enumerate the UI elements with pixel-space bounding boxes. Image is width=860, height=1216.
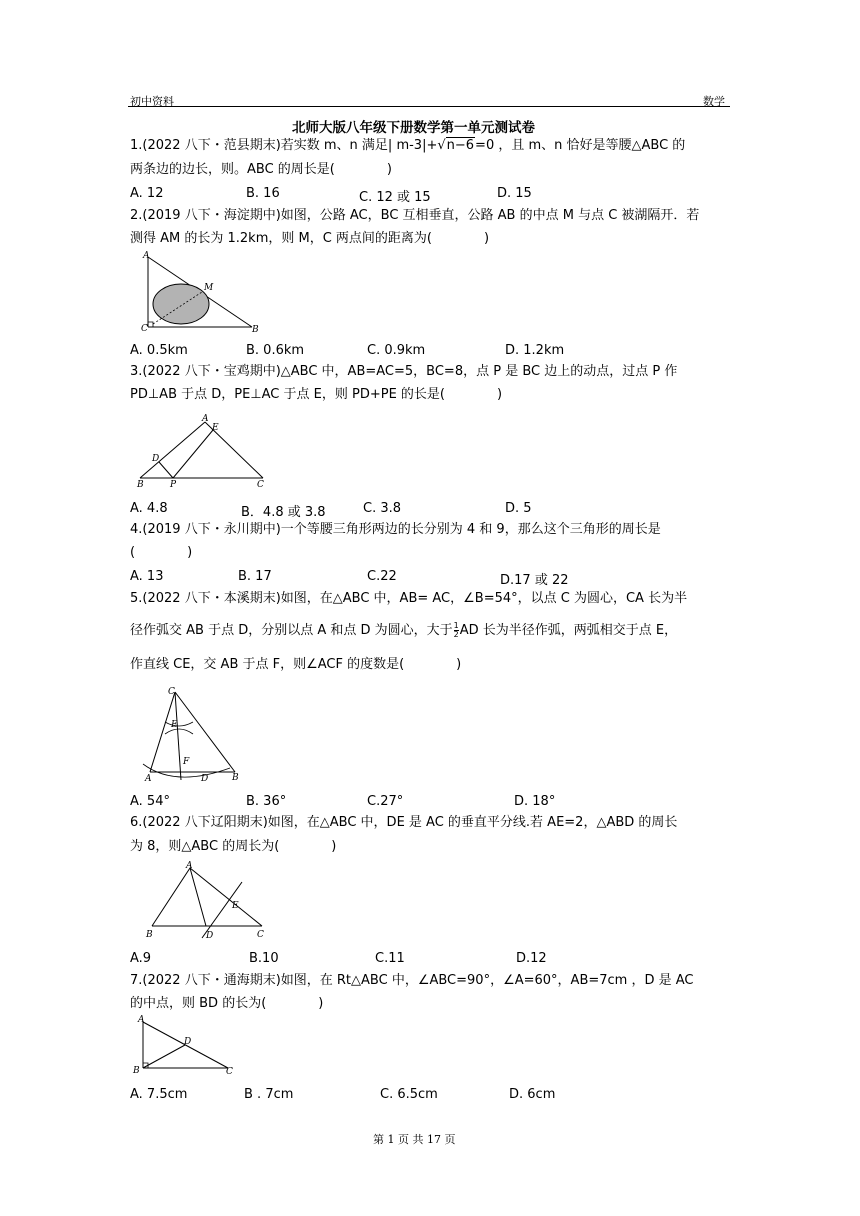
question-6-line-2: 为 8，则△ABC 的周长为( ) — [130, 839, 337, 854]
q7-label-b: B — [133, 1066, 140, 1076]
question-7-line-1: 7.(2022 八下・通海期末)如图，在 Rt△ABC 中，∠ABC=90°，∠A=60°，AB=7cm ，D 是 AC — [130, 973, 694, 988]
q3-label-a: A — [202, 414, 209, 424]
q3-option-c: C. 3.8 — [363, 501, 402, 516]
q6-label-c: C — [257, 930, 264, 940]
q2-option-d: D. 1.2km — [505, 343, 565, 358]
q6-label-e: E — [232, 901, 239, 911]
q5-label-a: A — [145, 774, 152, 784]
q3-label-p: P — [170, 480, 177, 490]
q4-option-c: C.22 — [367, 569, 397, 584]
q5-label-b: B — [232, 773, 239, 783]
q1-radicand: n−6 — [446, 138, 475, 153]
question-5-line-1: 5.(2022 八下・本溪期末)如图，在△ABC 中，AB= AC，∠B=54°，以点 C 为圆心，CA 长为半 — [130, 591, 688, 606]
q5-fraction-half: $\frac{1}{2}$ — [453, 621, 459, 639]
q6-option-c: C.11 — [375, 951, 405, 966]
page-title: 北师大版八年级下册数学第一单元测试卷 — [292, 120, 535, 136]
q5-option-b: B. 36° — [246, 794, 287, 809]
q3-option-d: D. 5 — [505, 501, 532, 516]
q1-option-a: A. 12 — [130, 186, 164, 201]
question-3-line-1: 3.(2022 八下・宝鸡期中)△ABC 中，AB=AC=5，BC=8，点 P 是 BC 边上的动点，过点 P 作 — [130, 364, 678, 379]
q2-option-c: C. 0.9km — [367, 343, 426, 358]
question-2-line-2: 测得 AM 的长为 1.2km，则 M，C 两点间的距离为( ) — [130, 231, 490, 246]
q2-label-c: C — [141, 324, 148, 334]
header-divider — [128, 106, 730, 107]
q7-label-c: C — [226, 1067, 233, 1077]
question-3-line-2: PD⊥AB 于点 D，PE⊥AC 于点 E，则 PD+PE 的长是( ) — [130, 387, 503, 402]
question-5-line-2 — [130, 622, 677, 639]
q3-label-b: B — [137, 480, 144, 490]
question-2-line-1: 2.(2019 八下・海淀期中)如图，公路 AC，BC 互相垂直，公路 AB 的中点 M 与点 C 被湖隔开．若 — [130, 208, 700, 223]
page-number-footer: 第 1 页 共 17 页 — [373, 1133, 456, 1146]
q1-radical-sign: √ — [437, 138, 446, 153]
q5-option-a: A. 54° — [130, 794, 170, 809]
q7-option-d: D. 6cm — [509, 1087, 556, 1102]
q2-option-a: A. 0.5km — [130, 343, 188, 358]
q5-label-c: C — [168, 687, 175, 697]
q7-option-c: C. 6.5cm — [380, 1087, 438, 1102]
q5-label-e: E — [171, 720, 178, 730]
q6-label-a: A — [186, 861, 193, 871]
q3-option-a: A. 4.8 — [130, 501, 168, 516]
q3-label-e: E — [212, 423, 219, 433]
q3-option-b: B．4.8 或 3.8 — [241, 505, 326, 520]
q1-option-d: D. 15 — [497, 186, 532, 201]
q2-figure-lake-triangle — [140, 252, 270, 334]
q6-option-b: B.10 — [249, 951, 279, 966]
q5-option-c: C.27° — [367, 794, 404, 809]
question-1-line-1 — [130, 139, 685, 152]
question-6-line-1: 6.(2022 八下辽阳期末)如图，在△ABC 中，DE 是 AC 的垂直平分线.若 AE=2，△ABD 的周长 — [130, 815, 678, 830]
header-left: 初中资料 — [130, 95, 174, 108]
q7-option-b: B . 7cm — [244, 1087, 294, 1102]
q4-option-b: B. 17 — [238, 569, 272, 584]
q7-label-a: A — [138, 1015, 145, 1025]
question-5-line-3: 作直线 CE，交 AB 于点 F，则∠ACF 的度数是( ) — [130, 657, 462, 672]
q3-label-d: D — [152, 454, 160, 464]
q5-option-d: D. 18° — [514, 794, 556, 809]
q1-option-b: B. 16 — [246, 186, 280, 201]
question-4-line-2: ( ) — [130, 545, 193, 560]
q7-option-a: A. 7.5cm — [130, 1087, 188, 1102]
q5-text-a: 径作弧交 AB 于点 D，分别以点 A 和点 D 为圆心，大于 — [130, 623, 453, 638]
q6-option-d: D.12 — [516, 951, 547, 966]
q5-text-b: AD 长为半径作弧，两弧相交于点 E， — [459, 623, 678, 638]
q3-label-c: C — [257, 480, 264, 490]
q6-label-d: D — [206, 931, 214, 941]
q1-option-c: C. 12 或 15 — [359, 190, 431, 205]
question-4-line-1: 4.(2019 八下・永川期中)一个等腰三角形两边的长分别为 4 和 9，那么这个三角形的周长是 — [130, 522, 661, 537]
q1-text-a: 1.(2022 八下・范县期末)若实数 m、n 满足| m-3|+ — [130, 138, 438, 153]
question-7-line-2: 的中点，则 BD 的长为( ) — [130, 996, 324, 1011]
q2-label-m: M — [204, 283, 214, 293]
q4-option-a: A. 13 — [130, 569, 164, 584]
q5-label-f: F — [183, 757, 190, 767]
q2-option-b: B. 0.6km — [246, 343, 305, 358]
q2-label-a: A — [143, 251, 150, 261]
question-1-line-2: 两条边的边长，则。ABC 的周长是( ) — [130, 162, 392, 177]
q6-option-a: A.9 — [130, 951, 152, 966]
q4-option-d: D.17 或 22 — [500, 573, 569, 588]
q6-label-b: B — [146, 930, 153, 940]
q6-figure-perpendicular-bisector — [140, 862, 275, 942]
q5-figure-compass-construction — [135, 684, 250, 784]
q1-text-b: =0 ，且 m、n 恰好是等腰△ABC 的 — [475, 138, 686, 153]
q3-figure-isosceles-triangle — [135, 412, 270, 488]
header-right: 数学 — [703, 95, 725, 108]
q7-figure-right-triangle — [132, 1016, 242, 1078]
q7-label-d: D — [184, 1037, 192, 1047]
q5-label-d: D — [201, 774, 209, 784]
q2-label-b: B — [252, 325, 259, 335]
